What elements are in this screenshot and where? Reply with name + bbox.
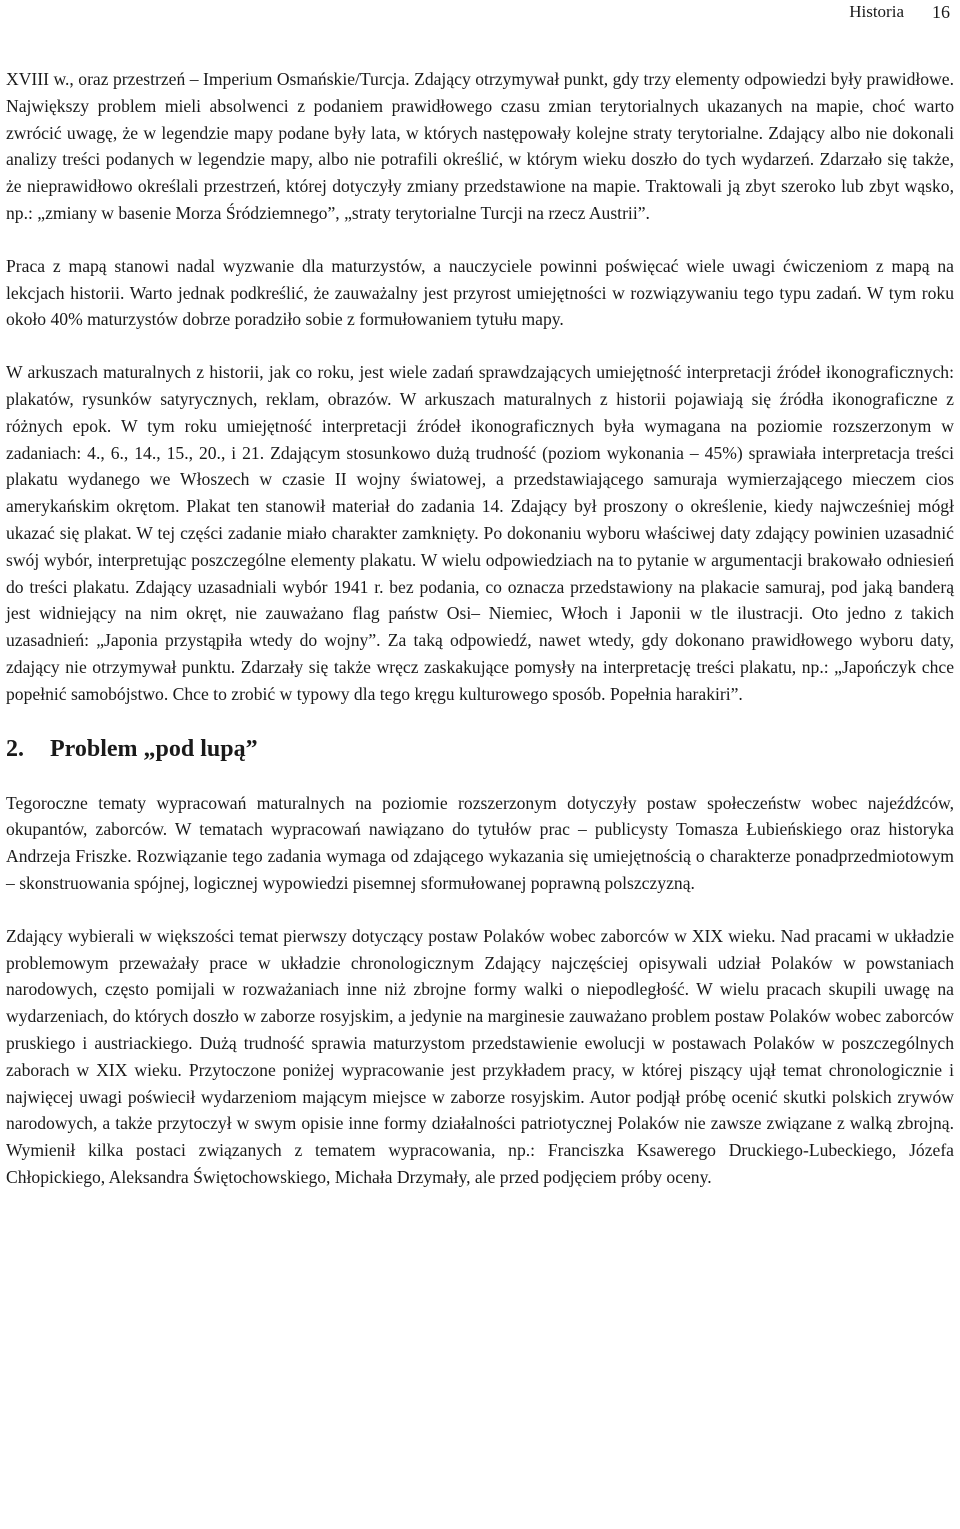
paragraph-essay-analysis: Zdający wybierali w większości temat pierwszy dotyczący postaw Polaków wobec zaborców w XIX wieku. Nad pracami w układzie problemowym przeważały prace w układzie chronologicznym Zdający najczęściej opisywali udział Polaków w powstaniach narodowych, często pomijali w rozważaniach inne niż zbrojne formy walki o niepodległość. W wielu pracach skupili uwagę na wydarzeniach, do których doszło w zaborze rosyjskim, a jedynie na marginesie zauważano problem postaw Polaków wobec zaborców pruskiego i austriackiego. Dużą trudność sprawia maturzystom przedstawienie ewolucji w postawach Polaków w poszczególnych zaborach w XIX wieku. Przytoczone poniżej wypracowanie jest przykładem pracy, w której piszący ujął temat chronologicznie i najwięcej uwagi poświecił wydarzeniom mającym miejsce w zaborze rosyjskim. Autor podjął próbę ocenić skutki polskich zrywów narodowych, a także przytoczył w swym opisie inne formy działalności patriotycznej Polaków nie zawsze związane z walką zbrojną. Wymienił kilka postaci związanych z tematem wypracowania, np.: Franciszka Ksawerego Druckiego-Lubeckiego, Józefa Chłopickiego, Aleksandra Świętochowskiego, Michała Drzymały, ale przed podjęciem próby oceny. (6, 925, 954, 1187)
page-number: 16 (932, 1, 950, 22)
page-header (849, 0, 950, 24)
section-title: Problem „pod lupą” (50, 735, 258, 762)
paragraph-essay-topics: Tegoroczne tematy wypracowań maturalnych na poziomie rozszerzonym dotyczyły postaw społeczeństw wobec najeźdźców, okupantów, zaborców. W tematach wypracowań nawiązano do tytułów prac – publicysty Tomasza Łubieńskiego oraz historyka Andrzeja Friszke. Rozwiązanie tego zadania wymaga od zdającego wykazania się umiejętnością o charakterze ponadprzedmiotowym – skonstruowania spójnej, logicznej wypowiedzi pisemnej sformułowanej poprawną polszczyzną. (6, 792, 954, 893)
section-heading (6, 734, 954, 764)
paragraph-map-skills: Praca z mapą stanowi nadal wyzwanie dla maturzystów, a nauczyciele powinni poświęcać wiele uwagi ćwiczeniom z mapą na lekcjach historii. Warto jednak podkreślić, że zauważalny jest przyrost umiejętności w rozwiązywaniu tego typu zadań. W tym roku około 40% maturzystów dobrze poradziło sobie z formułowaniem tytułu mapy. (6, 255, 954, 330)
section-number: 2. (6, 735, 24, 762)
header-section-title: Historia (849, 2, 904, 21)
paragraph-map-task: XVIII w., oraz przestrzeń – Imperium Osmańskie/Turcja. Zdający otrzymywał punkt, gdy trzy elementy odpowiedzi były prawidłowe. Największy problem mieli absolwenci z podaniem prawidłowego czasu zmian terytorialnych ukazanych na mapie, choć warto zwrócić uwagę, że w legendzie mapy podane były lata, w których następowały kolejne straty terytorialne. Zdający albo nie dokonali analizy treści podanych w legendzie mapy, albo nie potrafili określić, w którym wieku doszło do tych wydarzeń. Zdarzało się także, że nieprawidłowo określali przestrzeń, której dotyczyły zmiany przedstawione na mapie. Traktowali ją zbyt szeroko lub zbyt wąsko, np.: „zmiany w basenie Morza Śródziemnego”, „straty terytorialne Turcji na rzecz Austrii”. (6, 69, 954, 223)
document-body (6, 66, 954, 1217)
paragraph-iconographic-sources: W arkuszach maturalnych z historii, jak co roku, jest wiele zadań sprawdzających umiejętność interpretacji źródeł ikonograficznych: plakatów, rysunków satyrycznych, reklam, obrazów. W arkuszach maturalnych z historii pojawiają się źródła ikonograficzne z różnych epok. W tym roku umiejętność interpretacji źródeł ikonograficznych była wymagana na poziomie rozszerzonym w zadaniach: 4., 6., 14., 15., 20., i 21. Zdającym stosunkowo dużą trudność (poziom wykonania – 45%) sprawiała interpretacja treści plakatu wydanego we Włoszech w czasie II wojny światowej, a przedstawiającego samuraja wymierzającego mieczem cios amerykańskim okrętom. Plakat ten stanowił materiał do zadania 14. Zdający był proszony o określenie, kiedy najwcześniej mógł ukazać się plakat. W tej części zadanie miało charakter zamknięty. Po dokonaniu wyboru właściwej daty zdający powinien uzasadnić swój wybór, interpretując poszczególne elementy plakatu. W wielu odpowiedziach na to pytanie w argumentacji brakowało odniesień do treści plakatu. Zdający uzasadniali wybór 1941 r. bez podania, co oznacza przedstawiony na plakacie samuraj, pod jaką banderą jest widniejący na nim okręt, nie zauważano flag państw Osi– Niemiec, Włoch i Japonii w tle ilustracji. Oto jedno z takich uzasadnień: „Japonia przystąpiła wtedy do wojny”. Za taką odpowiedź, nawet wtedy, gdy dokonano prawidłowego wyboru daty, zdający nie otrzymywał punktu. Zdarzały się także wręcz zaskakujące pomysły na interpretację treści plakatu, np.: „Japończyk chce popełnić samobójstwo. Chce to zrobić w typowy dla tego kręgu kulturowego sposób. Popełnia harakiri”. (6, 362, 954, 704)
